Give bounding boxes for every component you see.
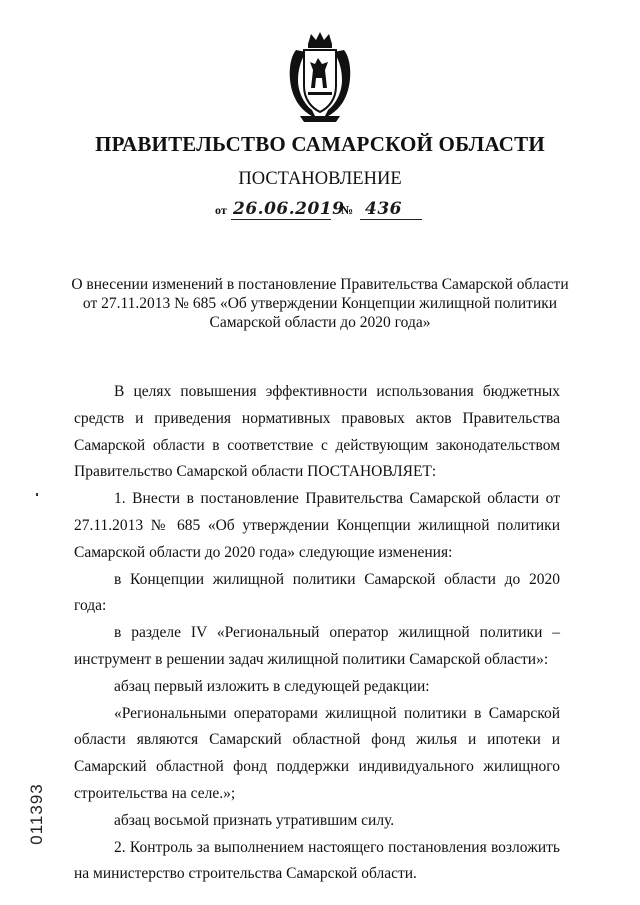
- document-type: ПОСТАНОВЛЕНИЕ: [238, 169, 402, 189]
- body-paragraph: в Концепции жилищной политики Самарской области до 2020 года:: [74, 570, 560, 615]
- subject-line: О внесении изменений в постановление Правительства Самарской области: [71, 276, 569, 293]
- body-paragraph: абзац первый изложить в следующей редакции:: [114, 677, 430, 695]
- decree-body: [74, 379, 560, 888]
- number-label: №: [341, 203, 354, 217]
- number-value: 436: [365, 199, 402, 219]
- subject-line: Самарской области до 2020 года»: [209, 314, 431, 331]
- scan-speck: [36, 493, 38, 496]
- date-underline: [231, 219, 331, 220]
- government-title: ПРАВИТЕЛЬСТВО САМАРСКОЙ ОБЛАСТИ: [95, 132, 545, 156]
- subject-line: от 27.11.2013 № 685 «Об утверждении Концепции жилищной политики: [82, 295, 558, 312]
- number-underline: [360, 219, 422, 220]
- decree-date-number: [215, 200, 425, 222]
- body-paragraph: В целях повышения эффективности использования бюджетных средств и приведения нормативных правовых актов Правительства Самарской области в соответствие с действующим законодательством Правительство Самарской области ПОСТАНОВЛЯЕТ:: [74, 383, 560, 481]
- body-paragraph: 1. Внести в постановление Правительства Самарской области от 27.11.2013 № 685 «Об утверждении Концепции жилищной политики Самарской области до 2020 года» следующие изменения:: [74, 490, 560, 561]
- registration-number: 011393: [27, 783, 46, 845]
- body-paragraph: 2. Контроль за выполнением настоящего постановления возложить на министерство строительства Самарской области.: [74, 838, 560, 883]
- date-label: от: [215, 203, 227, 217]
- body-paragraph: в разделе IV «Региональный оператор жилищной политики – инструмент в решении задач жилищной политики Самарской области»:: [74, 624, 560, 668]
- decree-subject: [70, 275, 570, 332]
- coat-of-arms-icon: [286, 30, 354, 124]
- date-value: 26.06.2019: [233, 199, 345, 219]
- registration-stamp: [26, 778, 48, 850]
- body-paragraph: абзац восьмой признать утратившим силу.: [114, 811, 395, 829]
- body-paragraph: «Региональными операторами жилищной политики в Самарской области являются Самарский областной фонд жилья и ипотеки и Самарский областной фонд поддержки индивидуального жилищного строительства на селе.»;: [74, 704, 560, 802]
